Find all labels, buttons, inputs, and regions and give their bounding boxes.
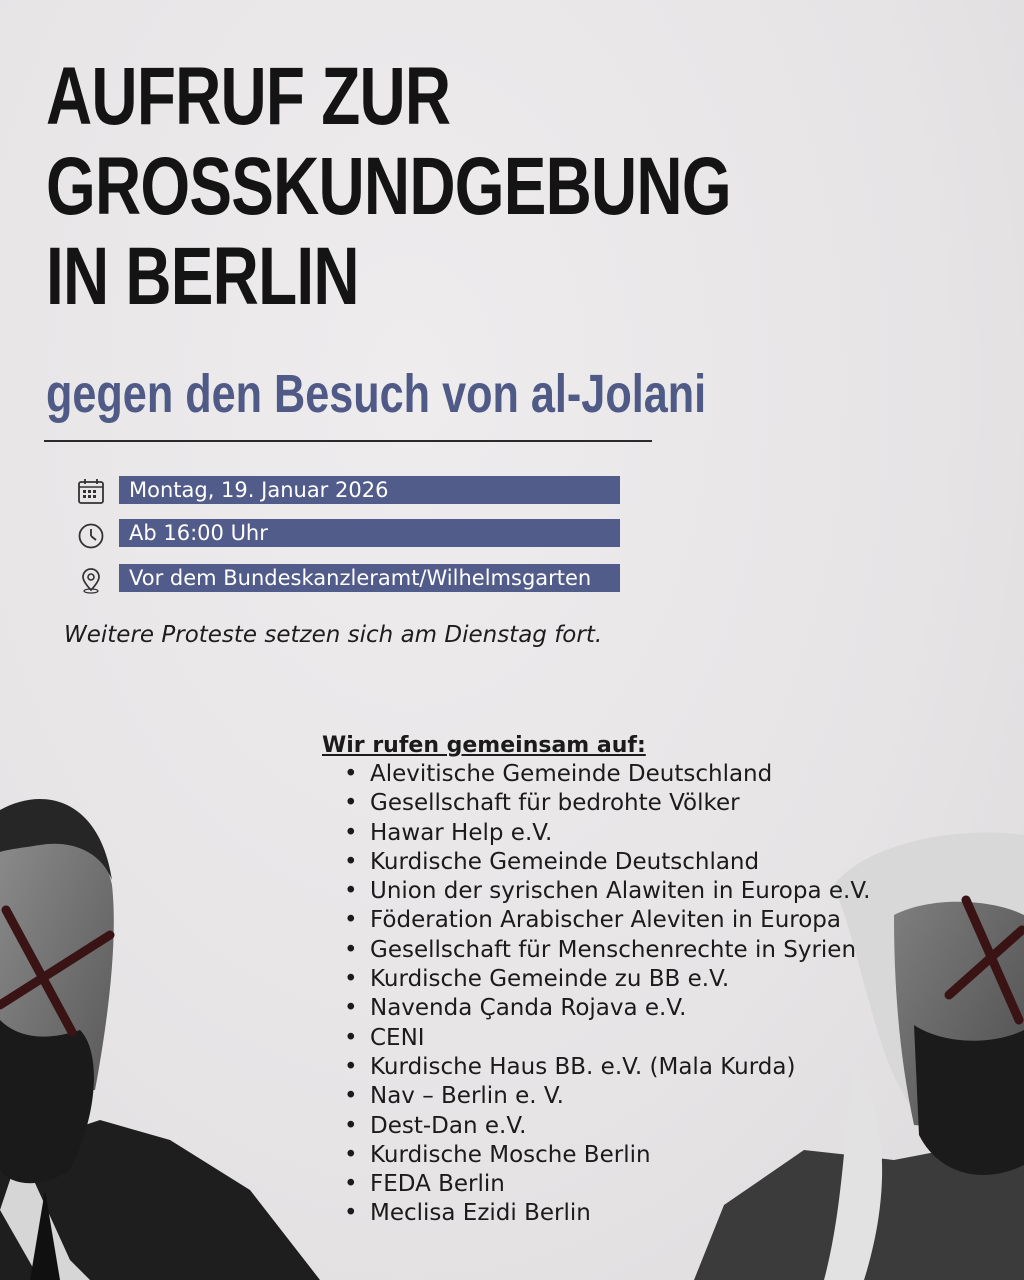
organizer-item: • Kurdische Gemeinde zu BB e.V. <box>344 965 870 994</box>
event-date: Montag, 19. Januar 2026 <box>119 476 620 504</box>
calendar-icon <box>76 478 106 506</box>
organizer-item: • Gesellschaft für bedrohte Völker <box>344 789 870 818</box>
organizer-item: • CENI <box>344 1024 870 1053</box>
organizer-item: • Föderation Arabischer Aleviten in Europa <box>344 906 870 935</box>
subheadline: gegen den Besuch von al-Jolani <box>46 364 707 424</box>
organizer-item: • Kurdische Mosche Berlin <box>344 1141 870 1170</box>
organizer-item: • Gesellschaft für Menschenrechte in Syrien <box>344 936 870 965</box>
organizer-item: • Kurdische Gemeinde Deutschland <box>344 848 870 877</box>
organizers-heading: Wir rufen gemeinsam auf: <box>322 733 646 758</box>
headline-line-2: GROSSKUNDGEBUNG <box>46 141 731 232</box>
event-location: Vor dem Bundeskanzleramt/Wilhelmsgarten <box>119 564 620 592</box>
event-time: Ab 16:00 Uhr <box>119 519 620 547</box>
organizer-item: • Hawar Help e.V. <box>344 819 870 848</box>
location-pin-icon <box>76 566 106 594</box>
organizers-section <box>322 732 870 1229</box>
headline <box>46 52 731 322</box>
headline-line-3: IN BERLIN <box>46 231 359 322</box>
organizer-item: • Meclisa Ezidi Berlin <box>344 1199 870 1228</box>
person-photo-left <box>0 790 320 1280</box>
organizer-item: • Nav – Berlin e. V. <box>344 1082 870 1111</box>
organizer-item: • Dest-Dan e.V. <box>344 1112 870 1141</box>
organizers-list <box>322 760 870 1229</box>
divider <box>44 440 652 442</box>
organizer-item: • Navenda Çanda Rojava e.V. <box>344 994 870 1023</box>
organizer-item: • FEDA Berlin <box>344 1170 870 1199</box>
additional-protests-note: Weitere Proteste setzen sich am Dienstag fort. <box>64 622 603 648</box>
organizer-item: • Alevitische Gemeinde Deutschland <box>344 760 870 789</box>
organizer-item: • Kurdische Haus BB. e.V. (Mala Kurda) <box>344 1053 870 1082</box>
organizer-item: • Union der syrischen Alawiten in Europa e.V. <box>344 877 870 906</box>
headline-line-1: AUFRUF ZUR <box>46 51 451 142</box>
clock-icon <box>76 521 106 549</box>
